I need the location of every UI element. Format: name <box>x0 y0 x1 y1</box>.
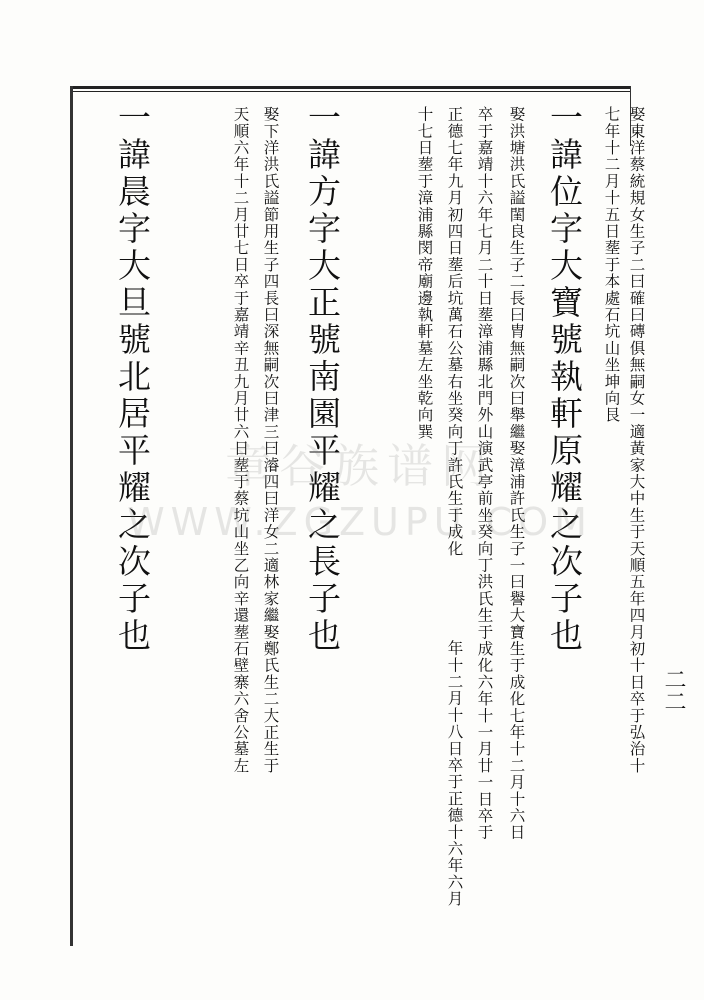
text-column-6b: 年十二月十八日卒于正德十六年六月 <box>445 640 464 908</box>
frame-top-inner-border <box>70 91 630 92</box>
entry-heading-wei: 一諱位字大寶號執軒原耀之次子也 <box>545 100 584 655</box>
text-column-2: 七年十二月十五日塟于本處石坑山坐坤向艮 <box>602 106 621 424</box>
watermark-line1: 章谷族谱网 <box>225 439 495 493</box>
text-column-6: 正德七年九月初四日塟后坑萬石公墓右坐癸向丁許氏生于成化 <box>445 106 464 557</box>
text-column-5: 卒于嘉靖十六年七月二十日塟漳浦縣北門外山演武亭前坐癸向丁洪氏生于成化六年十一月廿一日卒于 <box>475 106 494 841</box>
text-column-10: 天順六年十二月廿七日卒于嘉靖辛丑九月廿六日塟于蔡坑山坐乙向辛還塟石壁寨六舍公墓左 <box>231 106 250 774</box>
text-column-9: 娶下洋洪氏謚節用生子四長曰深無嗣次曰津三曰濬四曰洋女二適林家繼娶鄭氏生二大正生于 <box>261 106 280 774</box>
entry-heading-fang: 一諱方字大正號南園平耀之長子也 <box>303 100 342 655</box>
text-column-4: 娶洪塘洪氏謚閨良生子二長曰胄無嗣次曰舉繼娶漳浦許氏生子一曰譽大寶生于成化七年十二月十六日 <box>507 106 526 841</box>
page-number: 二二 <box>661 668 686 712</box>
text-column-1: 娶東洋蔡統規女生子二曰確曰磚俱無嗣女一適黃家大中生于天順五年四月初十日卒于弘治十 <box>627 106 646 774</box>
watermark-line2: WWW.ZGZUPU.COM <box>127 500 593 544</box>
frame-top-border <box>70 86 630 89</box>
entry-heading-chen: 一諱晨字大旦號北居平耀之次子也 <box>113 100 152 655</box>
frame-left-border <box>70 86 73 946</box>
text-column-7: 十七日塟于漳浦縣閔帝廟邊執軒墓左坐乾向巽 <box>415 106 434 440</box>
